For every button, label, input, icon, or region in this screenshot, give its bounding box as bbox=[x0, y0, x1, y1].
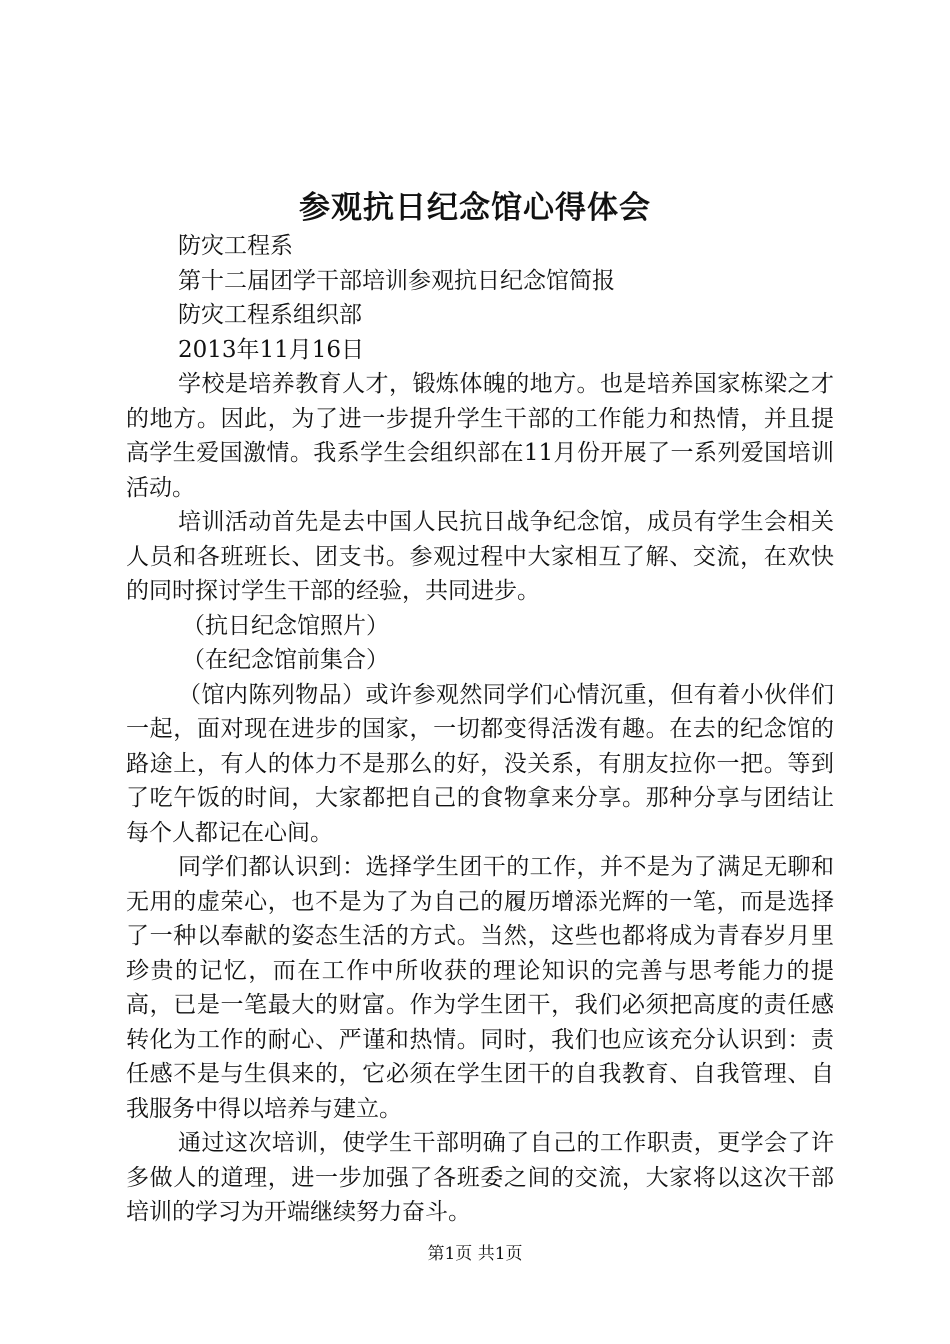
photo-caption: （抗日纪念馆照片） bbox=[182, 612, 389, 639]
paragraph-reflection: 同学们都认识到：选择学生团干的工作，并不是为了满足无聊和无用的虚荣心，也不是为了为自己的履历增添光辉的一笔，而是选择了一种以奉献的姿态生活的方式。当然，这些也都将成为青春岁月里珍贵的记忆，而在工作中所收获的理论知识的完善与思考能力的提高，已是一笔最大的财富。作为学生团干，我们必须把高度的责任感转化为工作的耐心、严谨和热情。同时，我们也应该充分认识到：责任感不是与生俱来的，它必须在学生团干的自我教育、自我管理、自我服务中得以培养与建立。 bbox=[126, 854, 834, 1122]
date-line: 2013年11月16日 bbox=[178, 336, 365, 363]
document-title: 参观抗日纪念馆心得体会 bbox=[299, 190, 651, 226]
organizer-line: 防灾工程系组织部 bbox=[178, 302, 362, 328]
paragraph-intro: 学校是培养教育人才，锻炼体魄的地方。也是培养国家栋梁之才的地方。因此，为了进一步提升学生干部的工作能力和热情，并且提高学生爱国激情。我系学生会组织部在11月份开展了一系列爱国培训活动。 bbox=[126, 371, 834, 501]
document-body bbox=[126, 229, 834, 1230]
paragraph-activity: 培训活动首先是去中国人民抗日战争纪念馆，成员有学生会相关人员和各班班长、团支书。参观过程中大家相互了解、交流，在欢快的同时探讨学生干部的经验，共同进步。 bbox=[126, 509, 834, 604]
paragraph-exhibits: （馆内陈列物品）或许参观然同学们心情沉重，但有着小伙伴们一起，面对现在进步的国家，一切都变得活泼有趣。在去的纪念馆的路途上，有人的体力不是那么的好，没关系，有朋友拉你一把。等到了吃午饭的时间，大家都把自己的食物拿来分享。那种分享与团结让每个人都记在心间。 bbox=[126, 681, 834, 846]
page-footer: 第1页 共1页 bbox=[427, 1244, 523, 1264]
department-line: 防灾工程系 bbox=[178, 233, 293, 259]
photo-caption: （在纪念馆前集合） bbox=[182, 647, 389, 673]
bulletin-title-line: 第十二届团学干部培训参观抗日纪念馆简报 bbox=[178, 267, 615, 294]
paragraph-conclusion: 通过这次培训，使学生干部明确了自己的工作职责，更学会了许多做人的道理，进一步加强了各班委之间的交流，大家将以这次干部培训的学习为开端继续努力奋斗。 bbox=[126, 1130, 834, 1225]
